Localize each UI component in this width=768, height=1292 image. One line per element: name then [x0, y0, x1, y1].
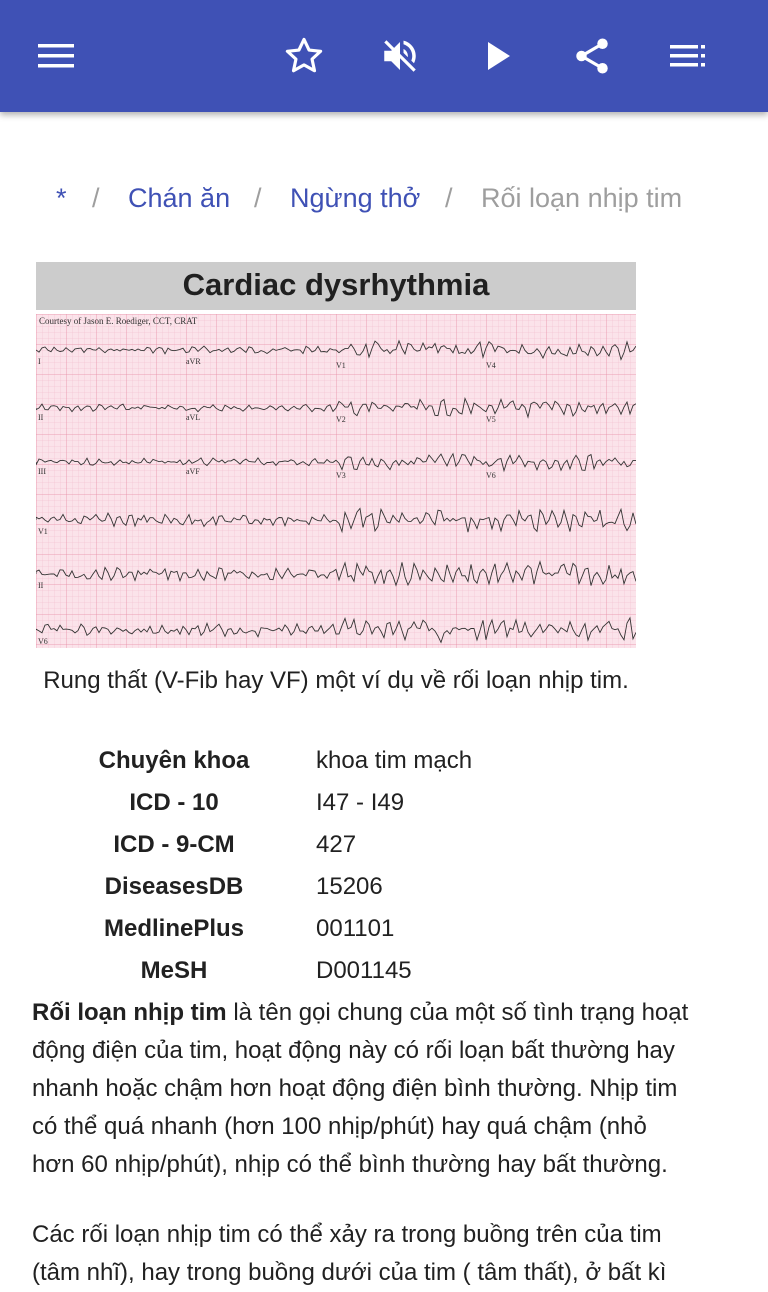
paragraph-line	[32, 994, 742, 1032]
ecg-lead-label: V6	[38, 637, 48, 646]
infobox-row-label: MeSH	[140, 957, 208, 984]
infobox-row-value: 427	[316, 831, 357, 858]
infobox	[36, 262, 636, 648]
ecg-lead-label: V6	[486, 471, 496, 480]
paragraph-line: có thể quá nhanh (hơn 100 nhịp/phút) hay quá chậm (nhỏ	[32, 1113, 647, 1140]
infobox-caption: Rung thất (V-Fib hay VF) một ví dụ về rối loạn nhịp tim.	[43, 667, 629, 694]
ecg-lead-label: aVR	[186, 357, 201, 366]
infobox-row-value: I47 - I49	[316, 789, 405, 816]
infobox-row-label: ICD - 10	[129, 789, 219, 816]
share-icon	[571, 35, 613, 77]
infobox-row-value: D001145	[316, 957, 412, 984]
article-paragraph-1	[32, 994, 742, 1184]
app-bar	[0, 0, 768, 112]
volume-off-icon	[379, 35, 421, 77]
infobox-title: Cardiac dysrhythmia	[36, 262, 636, 310]
star-outline-icon	[283, 35, 325, 77]
table-of-contents-button[interactable]	[660, 28, 716, 84]
breadcrumb-item-ngung-tho[interactable]: Ngừng thở	[290, 183, 421, 213]
bookmark-button[interactable]	[276, 28, 332, 84]
infobox-row-label: DiseasesDB	[104, 873, 244, 900]
ecg-lead-label: aVL	[186, 413, 201, 422]
play-icon	[482, 39, 514, 73]
ecg-lead-label: V4	[486, 361, 496, 370]
article-paragraph-2	[32, 1216, 742, 1292]
ecg-lead-label: V2	[336, 415, 346, 424]
ecg-credit: Courtesy of Jason E. Roediger, CCT, CRAT	[39, 316, 198, 326]
ecg-lead-label: aVF	[186, 467, 200, 476]
article-term: Rối loạn nhịp tim	[32, 999, 227, 1026]
paragraph-text: là tên gọi chung của một số tình trạng hoạt	[226, 999, 689, 1026]
infobox-row-value: khoa tim mạch	[316, 747, 473, 774]
ecg-lead-label: V5	[486, 415, 496, 424]
infobox-row-label: MedlinePlus	[103, 915, 245, 942]
list-icon	[668, 41, 708, 71]
breadcrumb-current: Rối loạn nhịp tim	[481, 183, 683, 213]
play-button[interactable]	[470, 28, 526, 84]
paragraph-line: hơn 60 nhịp/phút), nhịp có thể bình thường hay bất thường.	[32, 1151, 668, 1178]
infobox-row	[36, 784, 636, 826]
ecg-lead-label: II	[38, 581, 44, 590]
paragraph-line: Các rối loạn nhịp tim có thể xảy ra trong buồng trên của tim	[32, 1221, 662, 1248]
menu-button[interactable]	[28, 28, 84, 84]
paragraph-line: động điện của tim, hoạt động này có rối loạn bất thường hay	[32, 1037, 675, 1064]
ecg-lead-label: V1	[38, 527, 48, 536]
paragraph-line: (tâm nhĩ), hay trong buồng dưới của tim ( tâm thất), ở bất kì	[32, 1259, 667, 1286]
breadcrumb-home[interactable]: *	[56, 183, 67, 213]
breadcrumb-separator: /	[92, 183, 100, 213]
mute-button[interactable]	[372, 28, 428, 84]
share-button[interactable]	[564, 28, 620, 84]
infobox-row-label: ICD - 9-CM	[113, 831, 235, 858]
infobox-row	[36, 868, 636, 910]
infobox-row	[36, 742, 636, 784]
infobox-row	[36, 910, 636, 952]
infobox-row-label: Chuyên khoa	[98, 747, 250, 774]
paragraph-line: nhanh hoặc chậm hơn hoạt động điện bình thường. Nhịp tim	[32, 1075, 678, 1102]
ecg-lead-label: I	[38, 357, 41, 366]
ecg-lead-label: V1	[336, 361, 346, 370]
infobox-row-value: 15206	[316, 873, 383, 900]
ecg-image[interactable]	[36, 314, 636, 648]
infobox-row	[36, 952, 636, 994]
ecg-lead-label: II	[38, 413, 44, 422]
breadcrumb-item-chan-an[interactable]: Chán ăn	[128, 183, 231, 213]
ecg-lead-label: III	[38, 467, 46, 476]
menu-icon	[36, 40, 76, 72]
breadcrumb-separator: /	[254, 183, 262, 213]
breadcrumb	[0, 178, 768, 218]
breadcrumb-separator: /	[445, 183, 453, 213]
ecg-lead-label: V3	[336, 471, 346, 480]
infobox-row-value: 001101	[316, 915, 395, 942]
infobox-row	[36, 826, 636, 868]
infobox-table	[36, 742, 636, 994]
